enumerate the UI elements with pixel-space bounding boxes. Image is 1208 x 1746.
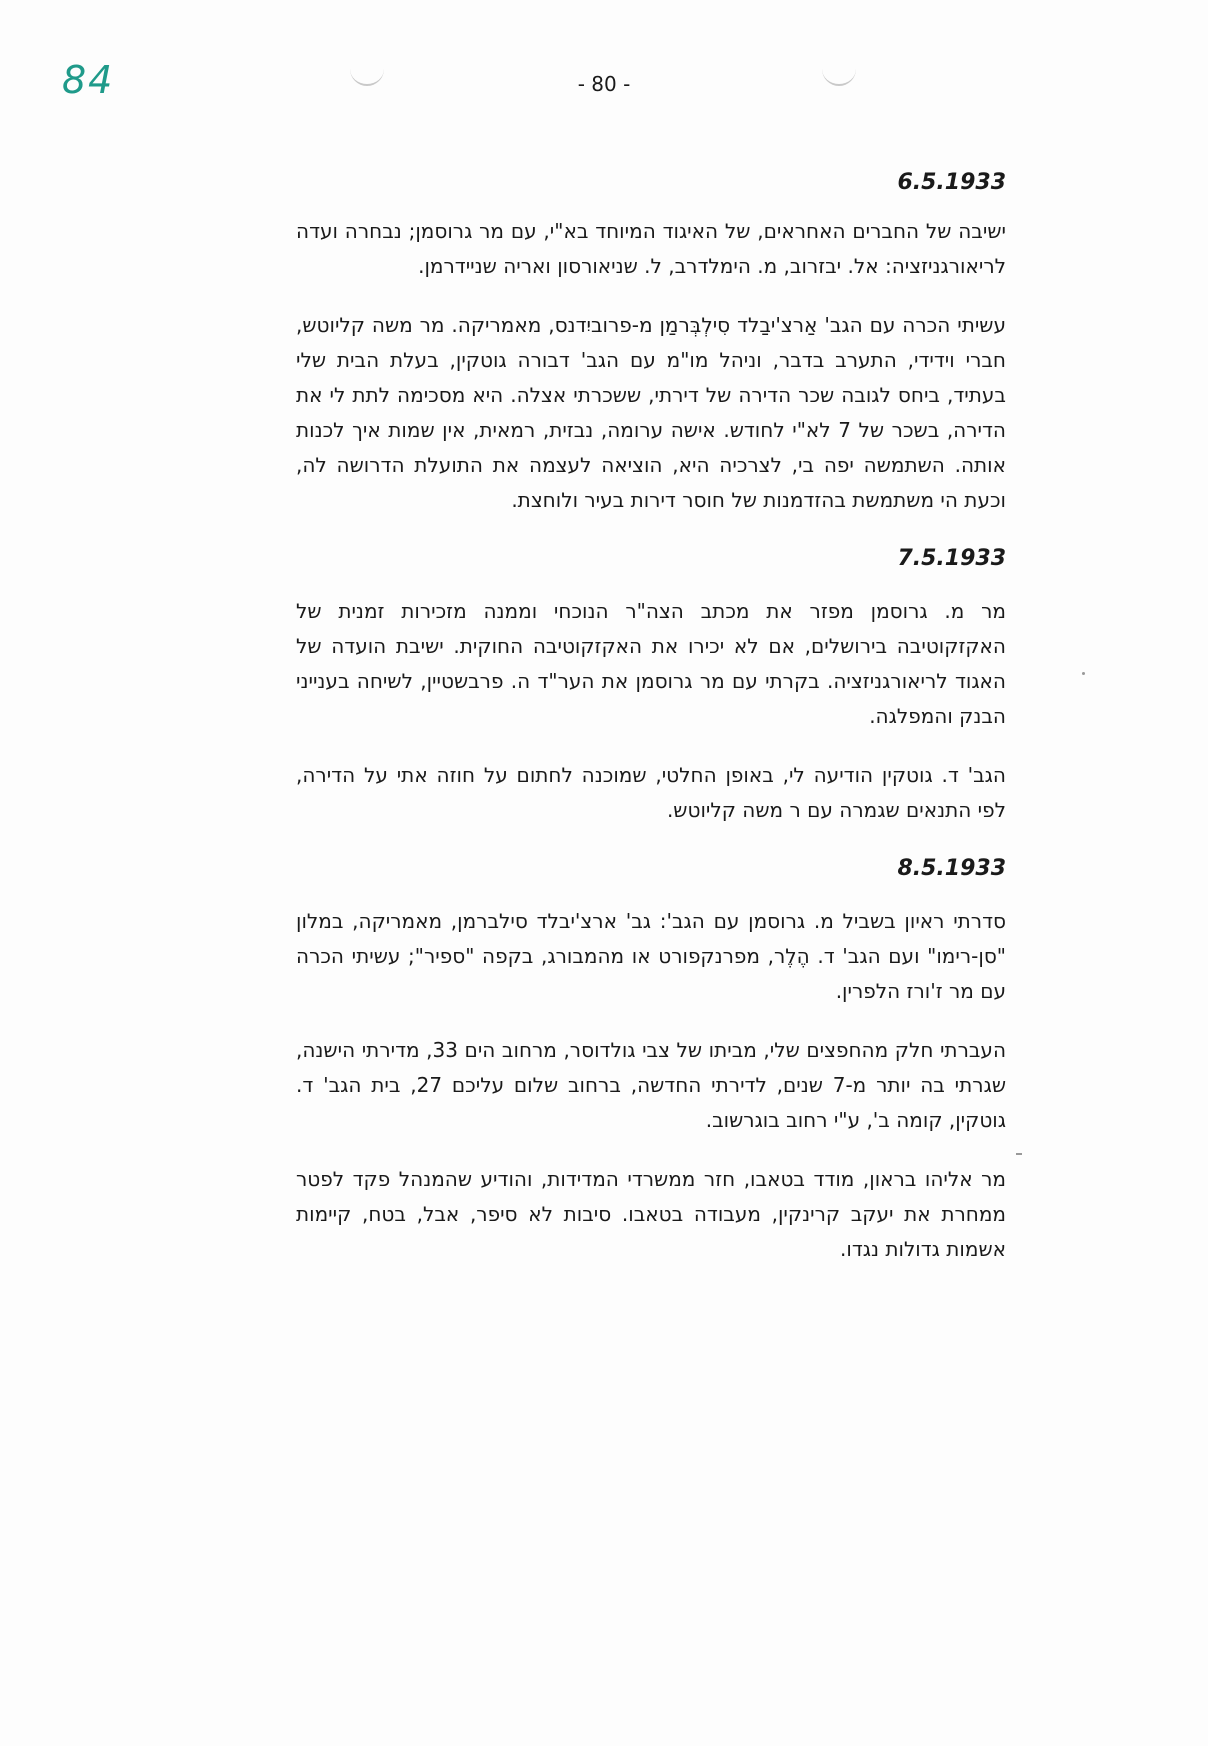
- entry-paragraph: עשיתי הכרה עם הגב' אַרצ'יבַלד סִילְבְּרמַן מ-פרוביִדנס, מאמריקה. מר משה קליוטש, חברי וידידי, התערב בדבר, וניהל מו"מ עם הגב' דבורה גוטקין, בעלת הבית שלי בעתיד, ביחס לגובה שכר הדירה של דירתי, ששכרתי אצלה. היא מסכימה לתת לי את הדירה, בשכר של 7 לא"י לחודש. אישה ערומה, נבזית, רמאית, אין שמות איך לכנות אותה. השתמשה יפה בי, לצרכיה היא, הוציאה לעצמה את התועלת הדרושה לה, וכעת הי משתמשת בהזדמנות של חוסר דירות בעיר ולוחצת.: [296, 313, 1006, 512]
- entry-paragraph: הגב' ד. גוטקין הודיעה לי, באופן החלטי, שמוכנה לחתום על חוזה אתי על הדירה, לפי התנאים שגמרה עם ר משה קליוטש.: [296, 763, 1006, 822]
- entry-date: 7.5.1933: [897, 546, 1006, 571]
- scan-speck: [1082, 672, 1085, 675]
- diary-entry: [296, 166, 1006, 518]
- page-number: - 80 -: [577, 72, 631, 96]
- diary-entry: [296, 852, 1006, 1267]
- margin-page-note: 84: [62, 58, 115, 102]
- entry-paragraph: העברתי חלק מהחפצים שלי, מביתו של צבי גולדוסר, מרחוב הים 33, מדירתי הישנה, שגרתי בה יותר מ-7 שנים, לדירתי החדשה, ברחוב שלום עליכם 27, בית הגב' ד. גוטקין, קומה ב', ע"י רחוב בוגרשוב.: [296, 1038, 1007, 1132]
- entry-paragraph: מר אליהו בראון, מודד בטאבו, חזר ממשרדי המדידות, והודיע שהמנהל פקד לפטר ממחרת את יעקב קרינקין, מעבודה בטאבו. סיבות לא סיפר, אבל, בטח, קיימות אשמות גדולות נגדו.: [296, 1167, 1006, 1261]
- diary-body: [296, 166, 1006, 1267]
- entry-paragraph: סדרתי ראיון בשביל מ. גרוסמן עם הגב': גב' ארצ'יבלד סילברמן, מאמריקה, במלון "סן-רימו" ועם הגב' ד. הֶלֶר, מפרנקפורט או מהמבורג, בקפה "ספיר"; עשיתי הכרה עם מר ז'ורז הלפרין.: [296, 909, 1006, 1003]
- entry-date: 6.5.1933: [897, 170, 1006, 195]
- entry-date: 8.5.1933: [897, 856, 1006, 881]
- scan-speck: [1016, 1153, 1022, 1155]
- diary-entry: [296, 542, 1006, 828]
- entry-paragraph: ישיבה של החברים האחראים, של האיגוד המיוחד בא"י, עם מר גרוסמן; נבחרה ועדה לריאורגניזציה: אל. יבזרוב, מ. הימלדרב, ל. שניאורסון ואריה שניידרמן.: [296, 219, 1006, 278]
- entry-paragraph: מר מ. גרוסמן מפזר את מכתב הצה"ר הנוכחי וממנה מזכירות זמנית של האקזקוטיבה בירושלים, אם לא יכירו את האקזקוטיבה החוקית. ישיבת הועדה של האגוד לריאורגניזציה. בקרתי עם מר גרוסמן את הער"ד ה. פרבשטיין, לשיחה בענייני הבנק והמפלגה.: [296, 599, 1006, 728]
